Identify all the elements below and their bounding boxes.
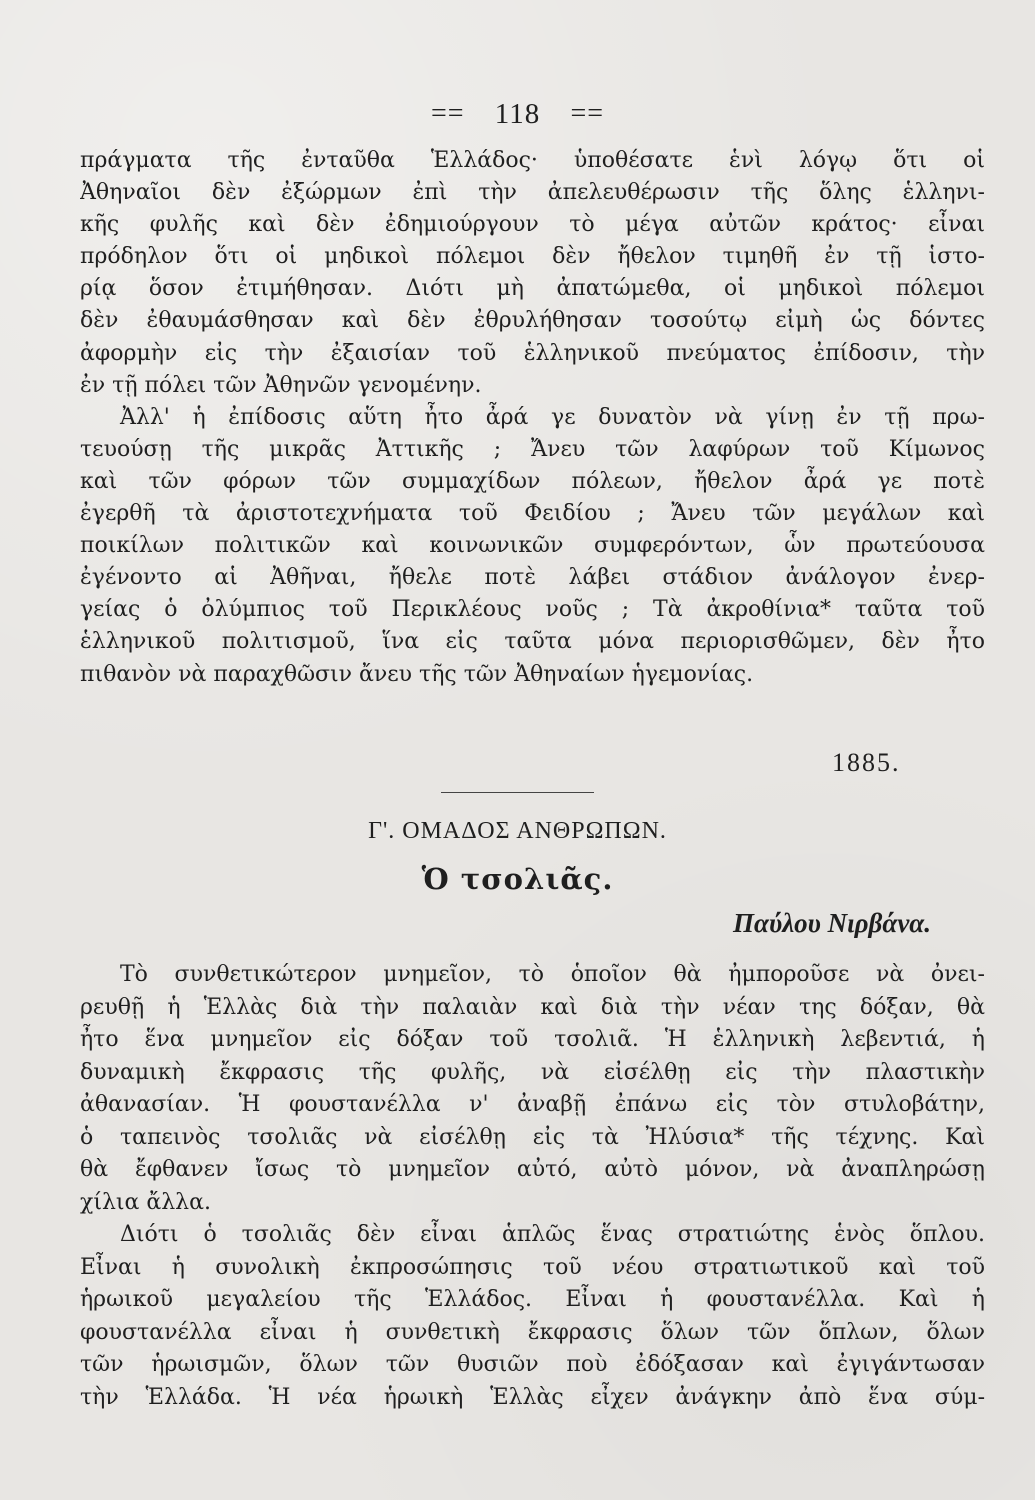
right-page-mark: == [570,98,605,130]
paragraph-3-line: δυναμικὴ ἔκφρασις τῆς φυλῆς, νὰ εἰσέλθῃ εἰς τὴν πλαστικὴν [80,1059,985,1085]
paragraph-4-line: ἡρωικοῦ μεγαλείου τῆς Ἑλλάδος. Εἶναι ἡ φουστανέλλα. Καὶ ἡ [80,1287,985,1312]
paragraph-4-line: τὴν Ἑλλάδα. Ἡ νέα ἡρωικὴ Ἑλλὰς εἶχεν ἀνάγκην ἀπὸ ἕνα σύμ- [80,1384,985,1410]
paragraph-4-line: Εἶναι ἡ συνολικὴ ἐκπροσώπησις τοῦ νέου στρατιωτικοῦ καὶ τοῦ [80,1254,985,1280]
paragraph-2-line: γείας ὁ ὀλύμπιος τοῦ Περικλέους νοῦς ; Τὰ ἀκροθίνια* ταῦτα τοῦ [80,597,985,623]
paragraph-2-line: ἐγένοντο αἱ Ἀθῆναι, ἤθελε ποτὲ λάβει στάδιον ἀνάλογον ἐνερ- [80,565,985,591]
left-page-mark: == [430,98,465,130]
paragraph-4-line: τῶν ἡρωισμῶν, ὅλων τῶν θυσιῶν ποὺ ἐδόξασαν καὶ ἐγιγάντωσαν [80,1352,985,1377]
page-header [0,96,1035,131]
paragraph-2-line: πιθανὸν νὰ παραχθῶσιν ἄνευ τῆς τῶν Ἀθηναίων ἡγεμονίας. [80,661,754,687]
section-divider [441,792,594,793]
paragraph-1-line: Ἀθηναῖοι δὲν ἐξώρμων ἐπὶ τὴν ἀπελευθέρωσιν τῆς ὅλης ἑλληνι- [80,180,985,206]
article-body [80,959,985,1414]
paragraph-4-line: Διότι ὁ τσολιᾶς δὲν εἶναι ἁπλῶς ἕνας στρατιώτης ἑνὸς ὅπλου. [120,1222,985,1247]
page-number: 118 [494,97,541,130]
paragraph-1-line: ἐν τῇ πόλει τῶν Ἀθηνῶν γενομένην. [80,372,482,398]
paragraph-1-line: δὲν ἐθαυμάσθησαν καὶ δὲν ἐθρυλήθησαν τοσούτῳ εἰμὴ ὡς δόντες [80,308,985,334]
author-name: Παύλου Νιρβάνα. [733,908,931,938]
paragraph-2-line: τευούσῃ τῆς μικρᾶς Ἀττικῆς ; Ἄνευ τῶν λαφύρων τοῦ Κίμωνος [80,436,985,462]
paragraph-1-line: ἀφορμὴν εἰς τὴν ἐξαισίαν τοῦ ἑλληνικοῦ πνεύματος ἐπίδοσιν, τὴν [80,340,985,366]
paragraph-2-line: ἐγερθῆ τὰ ἀριστοτεχνήματα τοῦ Φειδίου ; Ἄνευ τῶν μεγάλων καὶ [80,501,985,527]
paragraph-3-line: ἀθανασίαν. Ἡ φουστανέλλα ν' ἀναβῇ ἐπάνω εἰς τὸν στυλοβάτην, [80,1092,985,1117]
paragraph-3-line: θὰ ἔφθανεν ἴσως τὸ μνημεῖον αὐτό, αὐτὸ μόνον, νὰ ἀναπληρώσῃ [80,1157,985,1182]
paragraph-1-line: πράγματα τῆς ἐνταῦθα Ἑλλάδος· ὑποθέσατε ἑνὶ λόγῳ ὅτι οἱ [80,148,985,173]
paragraph-1-line: ρίᾳ ὅσον ἐτιμήθησαν. Διότι μὴ ἀπατώμεθα, οἱ μηδικοὶ πόλεμοι [80,276,985,302]
opening-paragraphs [80,145,985,691]
paragraph-3-line: ρευθῇ ἡ Ἑλλὰς διὰ τὴν παλαιὰν καὶ διὰ τὴν νέαν της δόξαν, θὰ [80,994,985,1020]
date-line: 1885. [832,748,901,777]
paragraph-3-line: χίλια ἄλλα. [80,1189,211,1215]
paragraph-1-line: κῆς φυλῆς καὶ δὲν ἐδημιούργουν τὸ μέγα αὐτῶν κράτος· εἶναι [80,212,985,238]
paragraph-2-line: Ἀλλ' ἡ ἐπίδοσις αὕτη ἦτο ἆρά γε δυνατὸν νὰ γίνῃ ἐν τῇ πρω- [120,404,985,430]
paragraph-4-line: φουστανέλλα εἶναι ἡ συνθετικὴ ἔκφρασις ὅλων τῶν ὅπλων, ὅλων [80,1319,985,1345]
paragraph-3-line: ἦτο ἕνα μνημεῖον εἰς δόξαν τοῦ τσολιᾶ. Ἡ ἑλληνικὴ λεβεντιά, ἡ [80,1027,985,1052]
paragraph-3-line: ὁ ταπεινὸς τσολιᾶς νὰ εἰσέλθῃ εἰς τὰ Ἠλύσια* τῆς τέχνης. Καὶ [80,1124,985,1150]
paragraph-2-line: ποικίλων πολιτικῶν καὶ κοινωνικῶν συμφερόντων, ὧν πρωτεύουσα [80,533,985,559]
section-heading: Γ'. ΟΜΑΔΟΣ ΑΝΘΡΩΠΩΝ. [368,818,667,844]
article-title: Ὁ τσολιᾶς. [421,862,614,896]
paragraph-2-line: ἑλληνικοῦ πολιτισμοῦ, ἵνα εἰς ταῦτα μόνα περιορισθῶμεν, δὲν ἦτο [80,629,985,655]
paragraph-3-line: Τὸ συνθετικώτερον μνημεῖον, τὸ ὁποῖον θὰ ἠμποροῦσε νὰ ὀνει- [120,962,985,987]
paragraph-1-line: πρόδηλον ὅτι οἱ μηδικοὶ πόλεμοι δὲν ἤθελον τιμηθῆ ἐν τῇ ἱστο- [80,244,985,270]
paragraph-2-line: καὶ τῶν φόρων τῶν συμμαχίδων πόλεων, ἤθελον ἆρά γε ποτὲ [80,468,985,494]
